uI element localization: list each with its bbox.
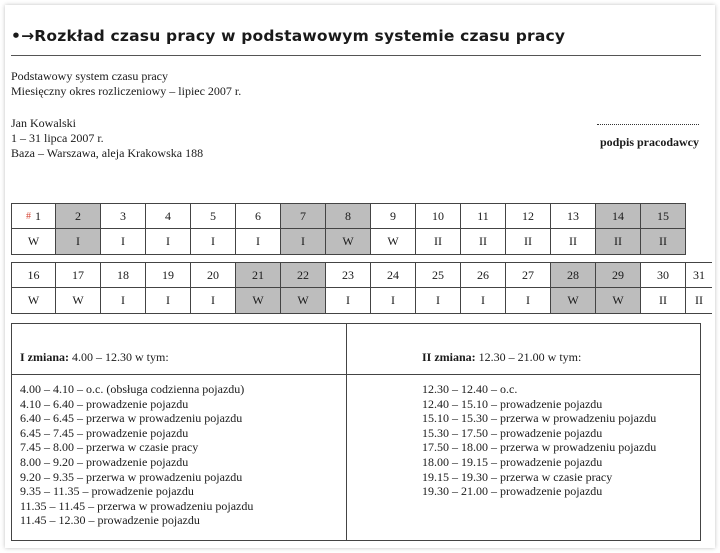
shift-code: I (301, 234, 305, 248)
day-cell (11, 203, 56, 229)
day-number: 14 (612, 208, 624, 223)
shift-cell (326, 229, 371, 255)
shift-code: W (342, 234, 354, 248)
day-cell (596, 203, 641, 229)
shift1-item: 6.40 – 6.45 – przerwa w prowadzeniu pojazdu (20, 411, 243, 426)
title-divider (11, 55, 701, 56)
day-cell (101, 203, 146, 229)
shift-code: II (479, 234, 487, 248)
shift2-item: 17.50 – 18.00 – przerwa w prowadzeniu pojazdu (422, 440, 657, 455)
day-cell (371, 262, 416, 288)
shift2-hours: 12.30 – 21.00 w tym: (478, 350, 582, 364)
title-text: Rozkład czasu pracy w podstawowym systemie czasu pracy (34, 27, 566, 45)
shift-code: I (256, 234, 260, 248)
shift-cell (56, 288, 101, 314)
day-cell (56, 262, 101, 288)
shift-cell (596, 229, 641, 255)
shift1-item: 11.35 – 11.45 – przerwa w prowadzeniu pojazdu (20, 498, 254, 513)
shift-cell (416, 288, 461, 314)
day-number: 25 (432, 267, 444, 282)
shift-code: I (166, 293, 170, 307)
hash-marker-icon: # (26, 210, 31, 222)
shift-cell (371, 288, 416, 314)
day-cell (281, 262, 326, 288)
period-text: Miesięczny okres rozliczeniowy – lipiec 2007 r. (11, 84, 242, 98)
day-number: 5 (210, 208, 216, 223)
shift-code: I (436, 293, 440, 307)
day-cell (146, 262, 191, 288)
shift1-item: 4.00 – 4.10 – o.c. (obsługa codzienna pojazdu) (20, 382, 245, 396)
shift1-item: 9.35 – 11.35 – prowadzenie pojazdu (20, 484, 194, 499)
shift-cell (191, 229, 236, 255)
shift2-item: 19.30 – 21.00 – prowadzenie pojazdu (422, 484, 603, 499)
day-cell (326, 203, 371, 229)
day-cell (56, 203, 101, 229)
day-number: 6 (255, 208, 261, 223)
shift1-item: 6.45 – 7.45 – prowadzenie pojazdu (20, 425, 189, 440)
day-number: 15 (657, 208, 669, 223)
day-cell (236, 203, 281, 229)
signature-line (597, 124, 699, 125)
day-number: 1 (35, 208, 41, 223)
shift-cell (551, 229, 596, 255)
day-number: 23 (342, 267, 354, 282)
document-title (11, 27, 565, 45)
shift-code: W (252, 293, 264, 307)
day-cell (461, 203, 506, 229)
shift-code: II (614, 234, 622, 248)
shift2-item: 15.10 – 15.30 – przerwa w prowadzeniu pojazdu (422, 411, 657, 426)
system-text: Podstawowy system czasu pracy (11, 69, 168, 83)
day-cell (236, 262, 281, 288)
day-number: 17 (72, 267, 84, 282)
day-number: 4 (165, 208, 171, 223)
day-number: 2 (75, 208, 81, 223)
day-number: 30 (657, 267, 669, 282)
day-cell (191, 203, 236, 229)
document-page (5, 5, 715, 548)
day-number: 29 (612, 267, 624, 282)
shift2-item: 15.30 – 17.50 – prowadzenie pojazdu (422, 425, 603, 440)
day-number: 13 (567, 208, 579, 223)
shift-code: II (524, 234, 532, 248)
shift-cell (551, 288, 596, 314)
shift-code: II (659, 293, 667, 307)
shift-cell (236, 229, 281, 255)
day-number: 20 (207, 267, 219, 282)
day-cell (686, 262, 712, 288)
shift-cell (461, 229, 506, 255)
shift-code: I (211, 234, 215, 248)
shift-code: W (387, 234, 399, 248)
shift-cell (506, 229, 551, 255)
shift1-item: 8.00 – 9.20 – prowadzenie pojazdu (20, 454, 189, 469)
shift2-item: 19.15 – 19.30 – przerwa w czasie pracy (422, 469, 613, 484)
shift-code: I (166, 234, 170, 248)
shift-code: I (526, 293, 530, 307)
shift-code: I (391, 293, 395, 307)
shift-code: I (211, 293, 215, 307)
shift-cell (281, 229, 326, 255)
shift-cell (191, 288, 236, 314)
shift1-header (20, 350, 169, 365)
shift-cell (686, 288, 712, 314)
shift-code: II (659, 234, 667, 248)
shift-cell (596, 288, 641, 314)
day-number: 9 (390, 208, 396, 223)
day-number: 24 (387, 267, 399, 282)
day-cell (371, 203, 416, 229)
day-number: 21 (252, 267, 264, 282)
day-cell (461, 262, 506, 288)
shift1-label: I zmiana: (20, 350, 69, 364)
shift-cell (146, 288, 191, 314)
shift-cell (236, 288, 281, 314)
day-cell (281, 203, 326, 229)
shift-cell (461, 288, 506, 314)
day-number: 8 (345, 208, 351, 223)
day-cell (146, 203, 191, 229)
shift-code: W (27, 234, 40, 248)
day-number: 18 (117, 267, 129, 282)
shift-cell (101, 288, 146, 314)
shift1-item: 7.45 – 8.00 – przerwa w czasie pracy (20, 440, 199, 455)
shift-code: I (76, 234, 80, 248)
shift1-item: 9.20 – 9.35 – przerwa w prowadzeniu pojazdu (20, 469, 243, 484)
shift-code: I (121, 293, 125, 307)
shift-cell (101, 229, 146, 255)
shift-code: II (695, 293, 703, 307)
employee-name: Jan Kowalski (11, 116, 76, 130)
shift-cell (641, 288, 686, 314)
shift2-item: 12.30 – 12.40 – o.c. (422, 382, 518, 396)
day-number: 31 (693, 267, 705, 282)
shift-code: W (297, 293, 309, 307)
shift-cell (416, 229, 461, 255)
day-number: 27 (522, 267, 534, 282)
shift-code: I (121, 234, 125, 248)
shifts-divider (346, 324, 347, 540)
shift-cell (11, 229, 56, 255)
day-cell (551, 262, 596, 288)
day-number: 16 (27, 267, 40, 282)
shift-code: I (346, 293, 350, 307)
shift1-list (20, 382, 253, 528)
shift-code: W (72, 293, 84, 307)
employee-dates: 1 – 31 lipca 2007 r. (11, 131, 104, 145)
shift-code: W (567, 293, 579, 307)
day-number: 22 (297, 267, 309, 282)
day-number: 28 (567, 267, 579, 282)
day-number: 10 (432, 208, 444, 223)
shift-cell (281, 288, 326, 314)
shift1-rule (12, 374, 346, 375)
shift-cell (11, 288, 56, 314)
day-number: 12 (522, 208, 534, 223)
shift1-item: 11.45 – 12.30 – prowadzenie pojazdu (20, 513, 200, 528)
shift-cell (371, 229, 416, 255)
shift-cell (506, 288, 551, 314)
shifts-table (11, 323, 701, 541)
employee-base: Baza – Warszawa, aleja Krakowska 188 (11, 146, 204, 160)
shift-cell (146, 229, 191, 255)
shift-code: W (612, 293, 624, 307)
day-cell (641, 203, 686, 229)
shift-cell (326, 288, 371, 314)
shift-code: II (569, 234, 577, 248)
day-cell (11, 262, 56, 288)
day-number: 26 (477, 267, 489, 282)
shift2-list (422, 382, 656, 499)
shift-code: W (27, 293, 40, 307)
day-cell (506, 262, 551, 288)
shift-cell (56, 229, 101, 255)
shift1-item: 4.10 – 6.40 – prowadzenie pojazdu (20, 396, 189, 411)
shift2-header (422, 350, 581, 365)
day-cell (326, 262, 371, 288)
signature-label: podpis pracodawcy (599, 135, 699, 149)
shift-code: II (434, 234, 442, 248)
day-cell (506, 203, 551, 229)
shift-cell (641, 229, 686, 255)
day-cell (641, 262, 686, 288)
shift-code: I (481, 293, 485, 307)
day-number: 7 (300, 208, 306, 223)
day-cell (191, 262, 236, 288)
bullet-arrow-icon: •→ (11, 27, 35, 45)
day-cell (596, 262, 641, 288)
day-cell (416, 203, 461, 229)
day-cell (101, 262, 146, 288)
shift2-rule (347, 374, 700, 375)
day-number: 11 (477, 208, 489, 223)
day-cell (551, 203, 596, 229)
day-number: 3 (120, 208, 126, 223)
shift2-item: 12.40 – 15.10 – prowadzenie pojazdu (422, 396, 603, 411)
shift2-label: II zmiana: (422, 350, 476, 364)
day-number: 19 (162, 267, 174, 282)
day-cell (416, 262, 461, 288)
shift1-hours: 4.00 – 12.30 w tym: (72, 350, 169, 364)
shift2-item: 18.00 – 19.15 – prowadzenie pojazdu (422, 454, 603, 469)
